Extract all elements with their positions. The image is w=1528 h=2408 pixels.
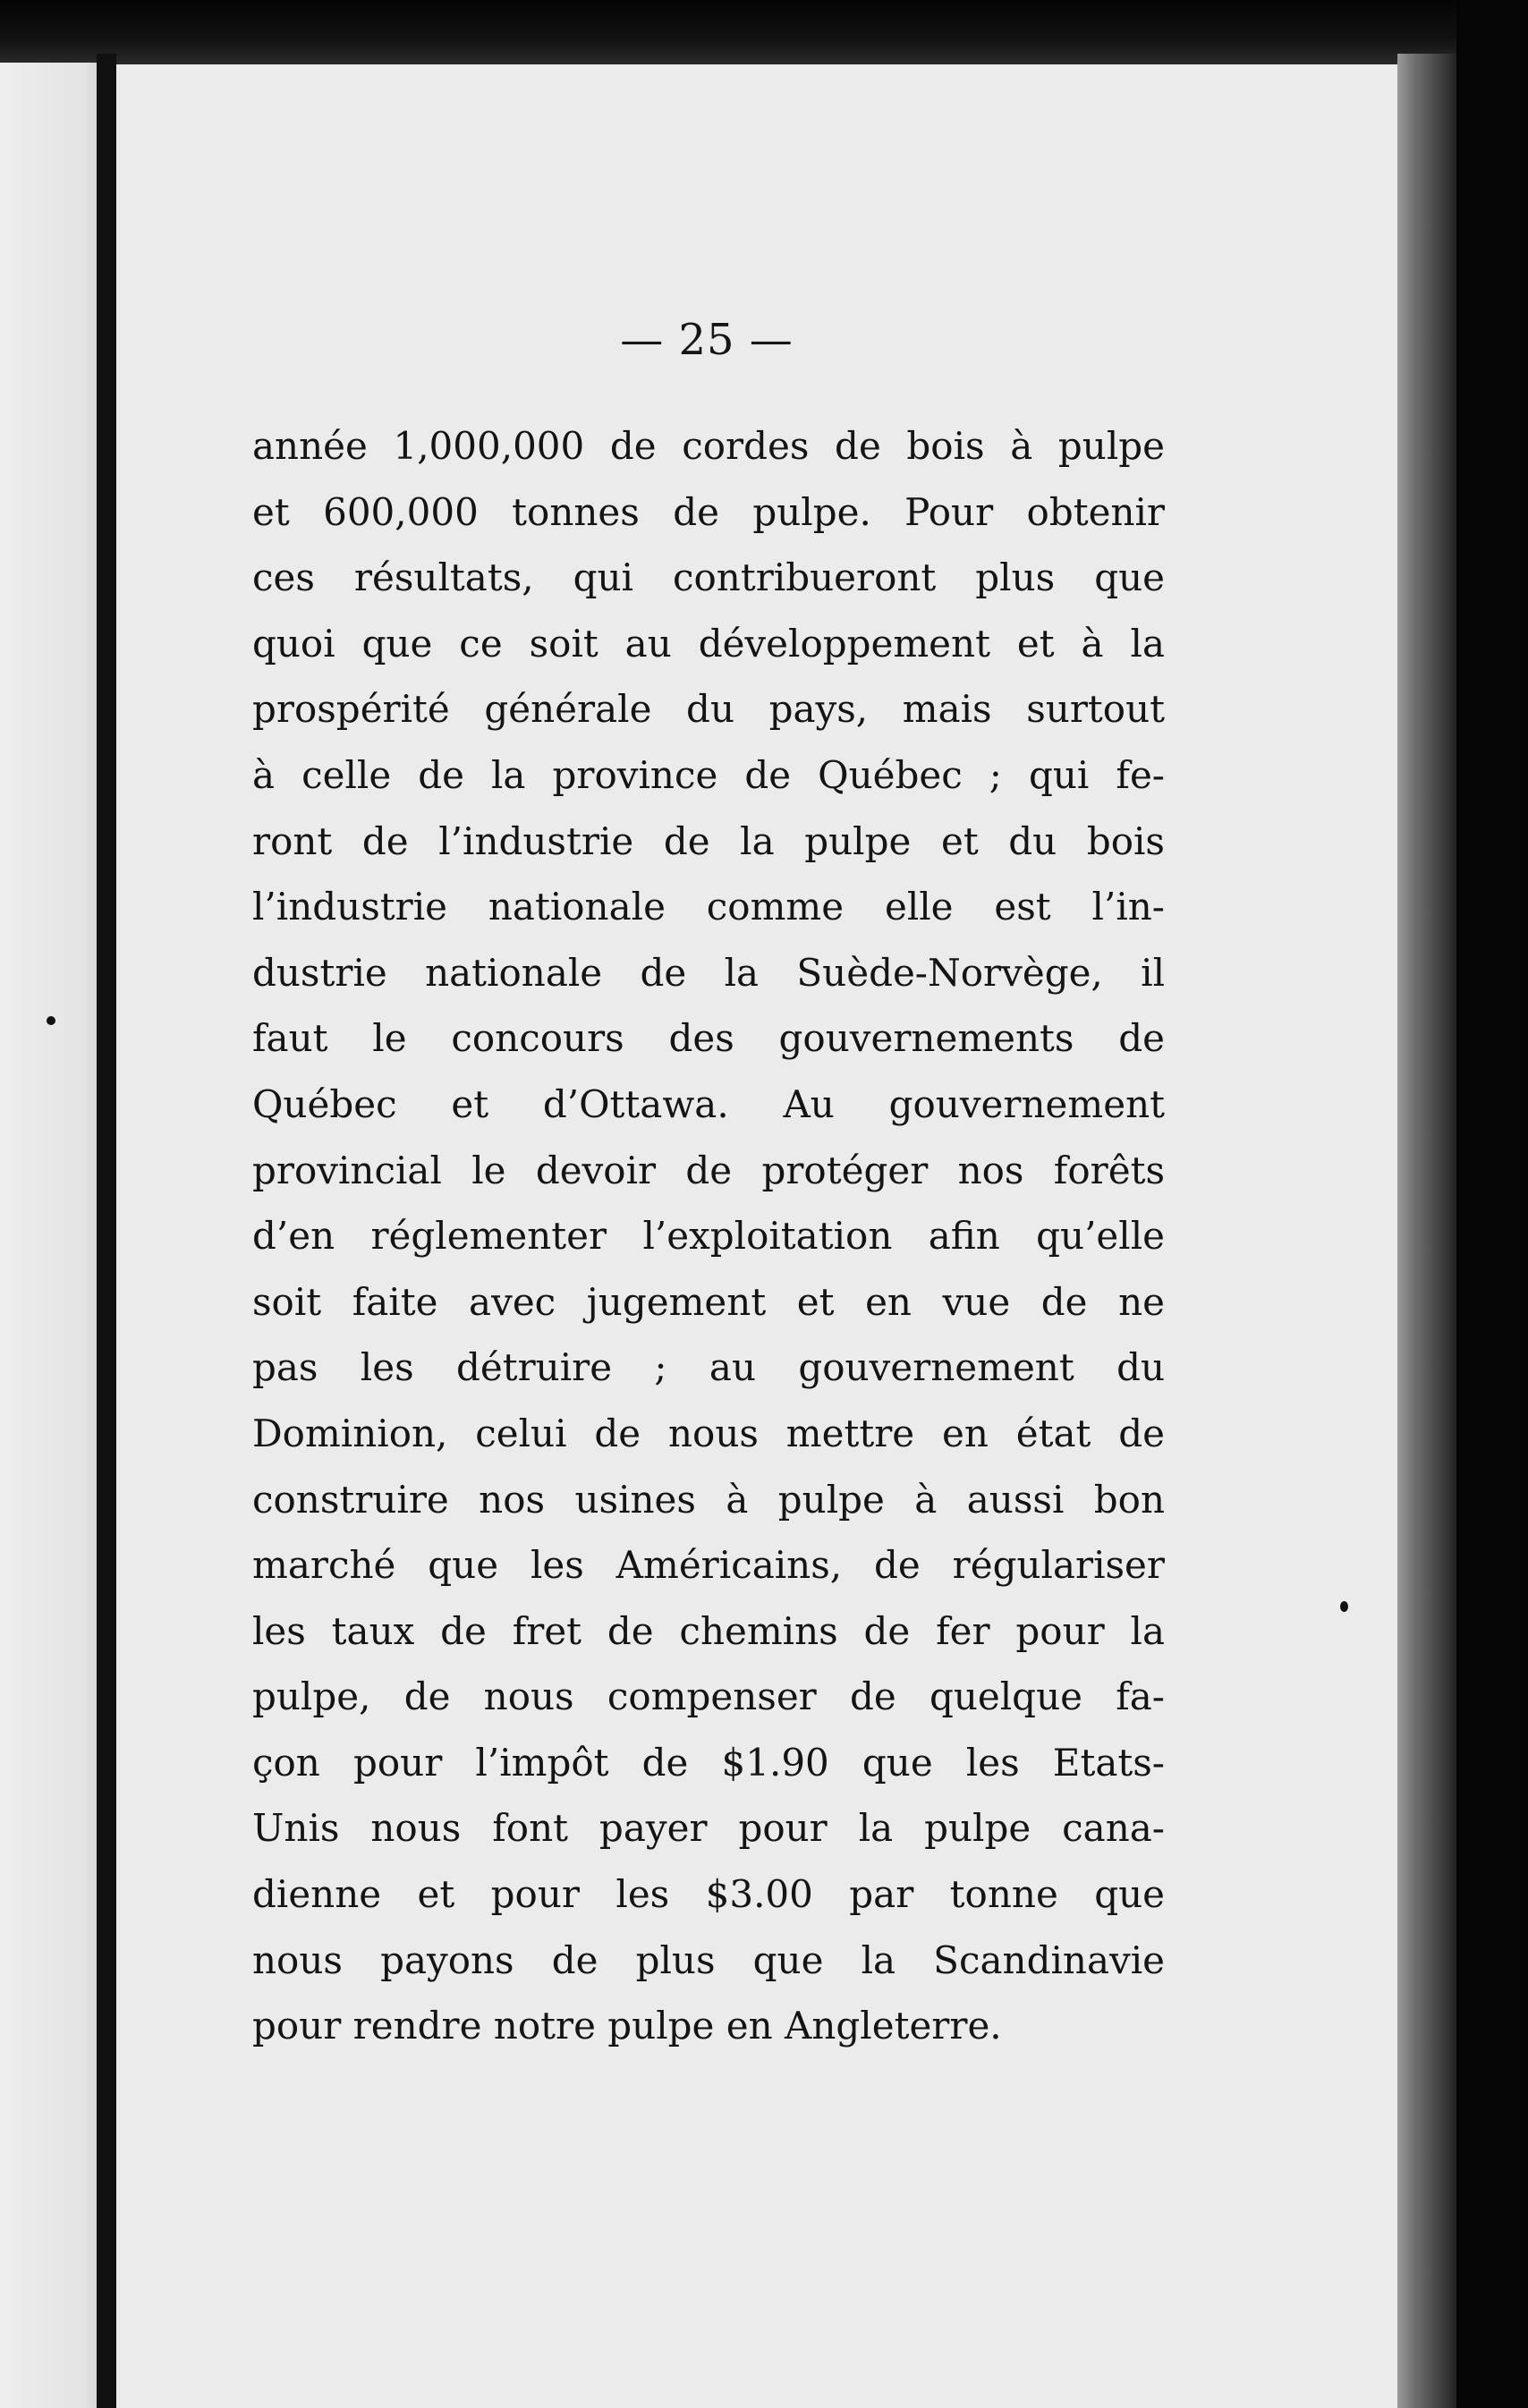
scan-top-border bbox=[0, 0, 1528, 64]
text-line: marché que les Américains, de régulariser bbox=[252, 1543, 1165, 1588]
scan-speck bbox=[1340, 1601, 1348, 1612]
text-line: nous payons de plus que la Scandinavie bbox=[252, 1937, 1165, 1982]
text-line: dienne et pour les $3.00 par tonne que bbox=[252, 1872, 1165, 1917]
text-line: ront de l’industrie de la pulpe et du bois bbox=[252, 818, 1165, 863]
text-line: prospérité générale du pays, mais surtout bbox=[252, 687, 1165, 732]
text-line: les taux de fret de chemins de fer pour la bbox=[252, 1608, 1165, 1653]
text-line: pas les détruire ; au gouvernement du bbox=[252, 1345, 1165, 1390]
page-number: — 25 — bbox=[620, 315, 794, 365]
text-line: quoi que ce soit au développement et à la bbox=[252, 621, 1165, 666]
body-text bbox=[252, 413, 1165, 2059]
text-line: et 600,000 tonnes de pulpe. Pour obtenir bbox=[252, 489, 1165, 534]
scan-right-border bbox=[1456, 0, 1528, 2408]
text-line: faut le concours des gouvernements de bbox=[252, 1016, 1165, 1061]
page-right-edge-shadow bbox=[1397, 54, 1456, 2408]
text-line: çon pour l’impôt de $1.90 que les Etats- bbox=[252, 1740, 1165, 1785]
text-line: soit faite avec jugement et en vue de ne bbox=[252, 1279, 1165, 1324]
text-line: pulpe, de nous compenser de quelque fa- bbox=[252, 1675, 1165, 1719]
text-line: Québec et d’Ottawa. Au gouvernement bbox=[252, 1081, 1165, 1126]
text-line: pour rendre notre pulpe en Angleterre. bbox=[252, 2004, 1002, 2048]
text-line: Dominion, celui de nous mettre en état de bbox=[252, 1411, 1165, 1455]
scan-speck bbox=[47, 1016, 55, 1025]
text-line: à celle de la province de Québec ; qui fe- bbox=[252, 752, 1165, 797]
text-line: dustrie nationale de la Suède-Norvège, il bbox=[252, 950, 1165, 995]
text-line: l’industrie nationale comme elle est l’in- bbox=[252, 885, 1165, 929]
facing-page-margin bbox=[0, 63, 106, 2408]
text-line: année 1,000,000 de cordes de bois à pulpe bbox=[252, 424, 1165, 468]
text-line: d’en réglementer l’exploitation afin qu’elle bbox=[252, 1214, 1165, 1259]
page-left-edge bbox=[97, 54, 116, 2408]
text-line: ces résultats, qui contribueront plus que bbox=[252, 555, 1165, 600]
text-line: Unis nous font payer pour la pulpe cana- bbox=[252, 1806, 1165, 1851]
text-line: construire nos usines à pulpe à aussi bon bbox=[252, 1477, 1165, 1522]
text-line: provincial le devoir de protéger nos forêts bbox=[252, 1148, 1165, 1192]
